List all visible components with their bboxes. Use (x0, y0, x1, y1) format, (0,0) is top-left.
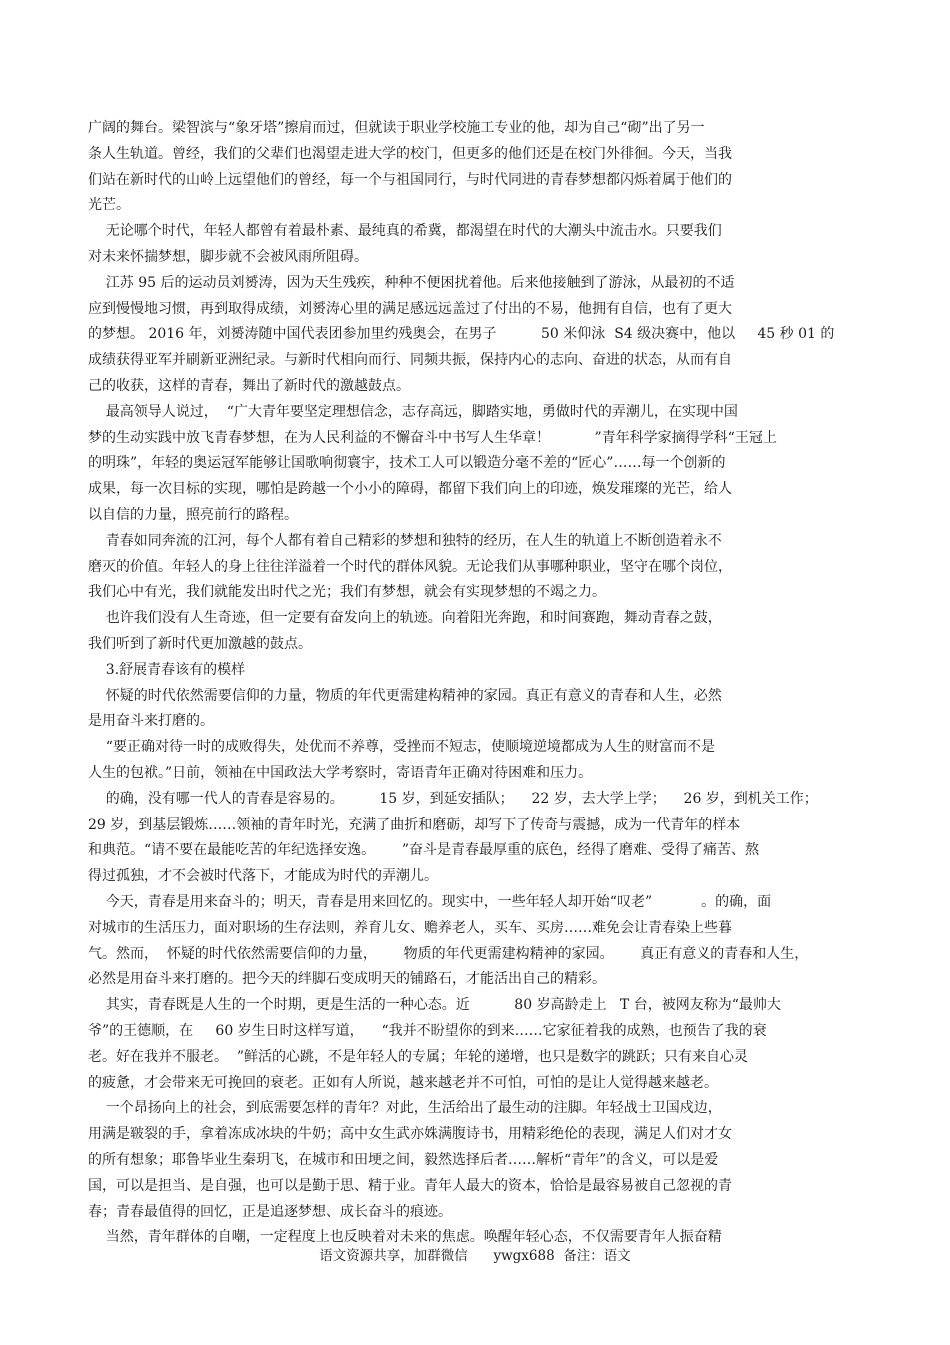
text-line: 梦的生动实践中放飞青春梦想，在为人民利益的不懈奋斗中书写人生华章！ ”青年科学家摘得学科“王冠上 (88, 429, 777, 446)
text-line: 们站在新时代的山岭上远望他们的曾经，每一个与祖国同行，与时代同进的青春梦想都闪烁着属于他们的 (88, 171, 732, 188)
text-line: 春；青春最值得的回忆，正是追逐梦想、成长奋斗的痕迹。 (88, 1203, 452, 1220)
text-line: 己的收获，这样的青春，舞出了新时代的激越鼓点。 (88, 378, 410, 394)
text-line: 29 岁，到基层锻炼……领袖的青年时光，充满了曲折和磨砺，却写下了传奇与震撼，成为一代青年的样本 (88, 816, 741, 833)
text-line: 成绩获得亚军并刷新亚洲纪录。与新时代相向而行、同频共振，保持内心的志向、奋进的状态，从而有自 (88, 352, 732, 369)
text-line: 的疲惫，才会带来无可挽回的衰老。正如有人所说，越来越老并不可怕，可怕的是让人觉得越来越老。 (88, 1074, 718, 1091)
text-line: 条人生轨道。曾经，我们的父辈们也渴望走进大学的校门，但更多的他们还是在校门外徘徊。今天，当我 (88, 145, 732, 162)
text-line: 的所有想象；耶鲁毕业生秦玥飞，在城市和田埂之间，毅然选择后者……解析“青年”的含义，可以是爱 (88, 1152, 719, 1168)
text-line: 我们心中有光，我们就能发出时代之光；我们有梦想，就会有实现梦想的不竭之力。 (88, 584, 606, 601)
text-line: 最高领导人说过， “广大青年要坚定理想信念，志存高远，脚踏实地，勇做时代的弄潮儿，在实现中国 (88, 403, 738, 420)
text-line: 用满是皲裂的手，拿着冻成冰块的牛奶；高中女生武亦姝满腹诗书，用精彩绝伦的表现，满足人们对才女 (88, 1126, 732, 1143)
text-line: 对城市的生活压力，面对职场的生存法则，养育儿女、赡养老人，买车、买房……难免会让青春染上些暮 (88, 919, 732, 936)
text-line: 爷”的王德顺，在 60 岁生日时这样写道， “我并不盼望你的到来……它家征着我的成熟，也预告了我的衰 (88, 1023, 767, 1039)
text-line: 以自信的力量，照亮前行的路程。 (88, 507, 298, 523)
text-line: 必然是用奋斗来打磨的。把今天的绊脚石变成明天的铺路石，才能活出自己的精彩。 (88, 971, 606, 988)
text-line: 磨灭的价值。年轻人的身上往往洋溢着一个时代的群体风貌。无论我们从事哪种职业，坚守在哪个岗位， (88, 558, 732, 575)
text-line: 对未来怀揣梦想，脚步就不会被风雨所阻碍。 (88, 249, 368, 265)
text-line: 的明珠”，年轻的奥运冠军能够让国歌响彻寰宇，技术工人可以锻造分毫不差的“匠心”……每一个创新的 (88, 455, 726, 472)
text-line: 青春如同奔流的江河，每个人都有着自己精彩的梦想和独特的经历，在人生的轨道上不断创造着永不 (88, 532, 722, 549)
text-line: 当然，青年群体的自嘲，一定程度上也反映着对未来的焦虑。唤醒年轻心态，不仅需要青年人振奋精 (88, 1229, 722, 1246)
text-line: 的梦想。 2016 年，刘赟涛随中国代表团参加里约残奥会，在男子 50 米仰泳 S4 级决赛中，他以 45 秒 01 的 (88, 326, 835, 343)
text-line: 也许我们没有人生奇迹，但一定要有奋发向上的轨迹。向着阳光奔跑，和时间赛跑，舞动青春之鼓， (88, 610, 722, 627)
text-line: 我们听到了新时代更加激越的鼓点。 (88, 636, 312, 652)
text-line: 国，可以是担当、是自强，也可以是勤于思、精于业。青年人最大的资本，恰恰是最容易被自己忽视的青 (88, 1177, 732, 1194)
text-line: 江苏 95 后的运动员刘赟涛，因为天生残疾，种种不便困扰着他。后来他接触到了游泳，从最初的不适 (88, 274, 735, 291)
text-line: 广阔的舞台。梁智滨与“象牙塔”擦肩而过，但就读于职业学校施工专业的他，却为自己“砌”出了另一 (88, 120, 705, 136)
text-line: 其实，青春既是人生的一个时期，更是生活的一种心态。近 80 岁高龄走上 T 台，被网友称为“最帅大 (88, 997, 781, 1014)
text-line: 老。好在我并不服老。 ”鲜活的心跳，不是年轻人的专属；年轮的递增，也只是数字的跳跃；只有来自心灵 (88, 1048, 749, 1065)
text-line: 和典范。“请不要在最能吃苦的年纪选择安逸。 ”奋斗是青春最厚重的底色，经得了磨难、受得了痛苦、熬 (88, 842, 760, 859)
text-line: 是用奋斗来打磨的。 (88, 713, 214, 730)
text-line: 得过孤独，才不会被时代落下，才能成为时代的弄潮儿。 (88, 868, 438, 885)
footer-note: 语文资源共享，加群微信 ywgx688 备注：语文 (319, 1248, 631, 1264)
text-line: 无论哪个时代，年轻人都曾有着最朴素、最纯真的希冀，都渴望在时代的大潮头中流击水。只要我们 (88, 223, 722, 240)
text-line: 气。然而， 怀疑的时代依然需要信仰的力量， 物质的年代更需建构精神的家园。 真正有意义的青春和人生， (88, 945, 809, 962)
text-line: 怀疑的时代依然需要信仰的力量，物质的年代更需建构精神的家园。真正有意义的青春和人生，必然 (88, 687, 722, 704)
text-line: 成果，每一次目标的实现，哪怕是跨越一个小小的障碍，都留下我们向上的印迹，焕发璀璨的光芒，给人 (88, 481, 732, 498)
text-line: 3.舒展青春该有的模样 (88, 661, 246, 678)
text-line: 光芒。 (88, 197, 130, 214)
text-line: 一个昂扬向上的社会，到底需要怎样的青年？对此，生活给出了最生动的注脚。年轻战士卫国戍边， (88, 1100, 722, 1117)
text-line: 的确，没有哪一代人的青春是容易的。 15 岁，到延安插队； 22 岁，去大学上学； 26 岁，到机关工作； (88, 790, 818, 807)
text-line: “要正确对待一时的成败得失，处优而不养尊，受挫而不短志，使顺境逆境都成为人生的财富而不是 (88, 739, 715, 756)
text-line: 人生的包袱。”日前，领袖在中国政法大学考察时，寄语青年正确对待困难和压力。 (88, 765, 593, 781)
text-line: 今天，青春是用来奋斗的；明天，青春是用来回忆的。现实中，一些年轻人却开始“叹老” 。的确，面 (88, 894, 772, 910)
text-line: 应到慢慢地习惯，再到取得成绩，刘赟涛心里的满足感远远盖过了付出的不易，他拥有自信，也有了更大 (88, 300, 732, 317)
